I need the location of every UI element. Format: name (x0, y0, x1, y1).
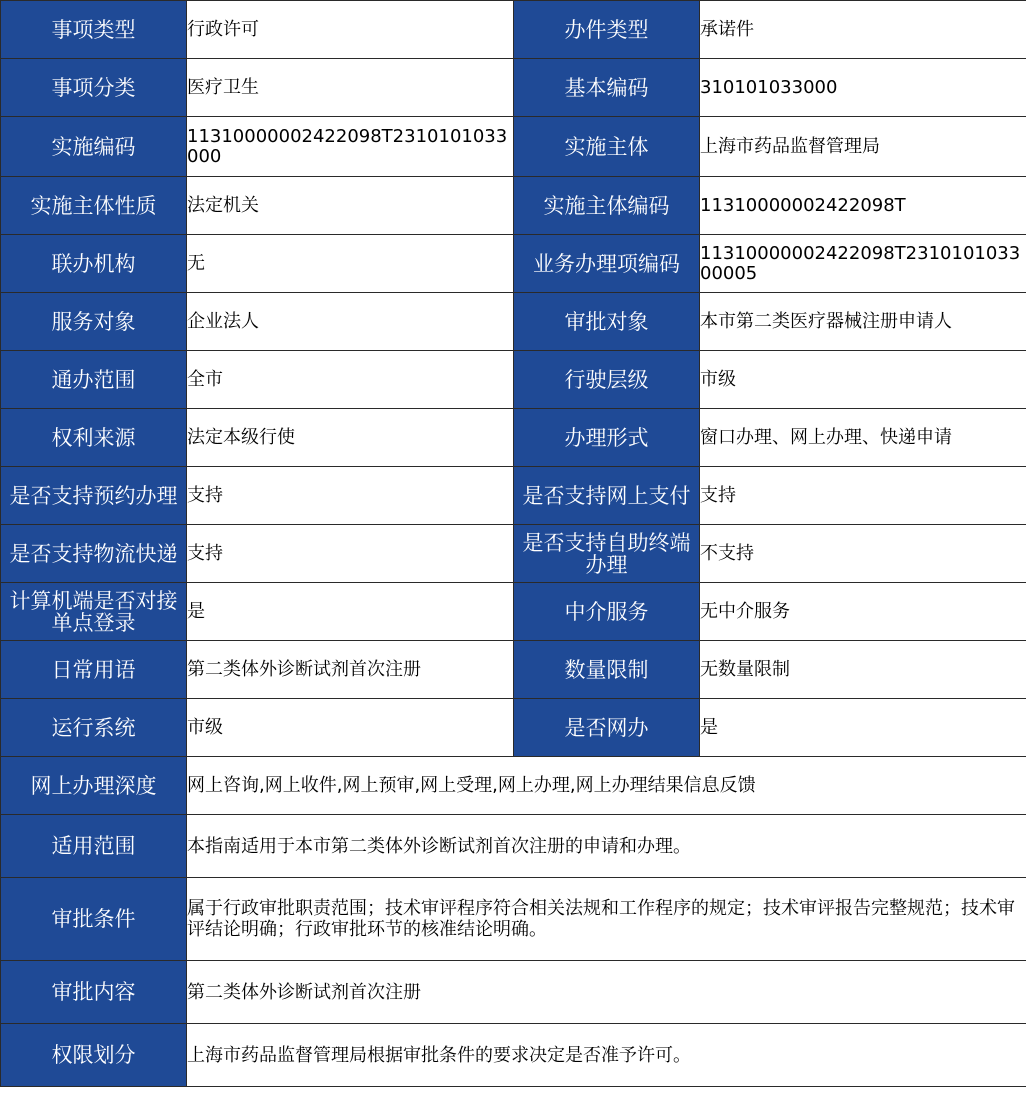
value-online-handling: 是 (700, 699, 1026, 757)
value-business-item-code: 11310000002422098T231010103300005 (700, 235, 1026, 293)
value-authority-division: 上海市药品监督管理局根据审批条件的要求决定是否准予许可。 (187, 1024, 1026, 1087)
label-power-source: 权利来源 (1, 409, 187, 467)
label-online-depth: 网上办理深度 (1, 757, 187, 815)
table-row (1, 757, 1026, 815)
value-power-source: 法定本级行使 (187, 409, 514, 467)
value-joint-agency: 无 (187, 235, 514, 293)
value-appointment-support: 支持 (187, 467, 514, 525)
label-approval-conditions: 审批条件 (1, 878, 187, 961)
label-service-target: 服务对象 (1, 293, 187, 351)
label-self-service-terminal: 是否支持自助终端办理 (514, 525, 700, 583)
label-authority-division: 权限划分 (1, 1024, 187, 1087)
table-row (1, 235, 1026, 293)
label-running-system: 运行系统 (1, 699, 187, 757)
value-handling-scope: 全市 (187, 351, 514, 409)
table-row (1, 878, 1026, 961)
value-online-depth: 网上咨询,网上收件,网上预审,网上受理,网上办理,网上办理结果信息反馈 (187, 757, 1026, 815)
table-row (1, 177, 1026, 235)
label-quantity-limit: 数量限制 (514, 641, 700, 699)
value-approval-target: 本市第二类医疗器械注册申请人 (700, 293, 1026, 351)
value-quantity-limit: 无数量限制 (700, 641, 1026, 699)
label-common-term: 日常用语 (1, 641, 187, 699)
value-common-term: 第二类体外诊断试剂首次注册 (187, 641, 514, 699)
value-item-category: 医疗卫生 (187, 59, 514, 117)
value-implementation-code: 11310000002422098T2310101033000 (187, 117, 514, 177)
value-handling-form: 窗口办理、网上办理、快递申请 (700, 409, 1026, 467)
value-service-target: 企业法人 (187, 293, 514, 351)
label-intermediary-service: 中介服务 (514, 583, 700, 641)
label-exercise-level: 行驶层级 (514, 351, 700, 409)
value-approval-content: 第二类体外诊断试剂首次注册 (187, 961, 1026, 1024)
label-approval-content: 审批内容 (1, 961, 187, 1024)
label-approval-target: 审批对象 (514, 293, 700, 351)
label-applicable-scope: 适用范围 (1, 815, 187, 878)
value-case-type: 承诺件 (700, 1, 1026, 59)
table-row (1, 351, 1026, 409)
label-body-code: 实施主体编码 (514, 177, 700, 235)
label-body-nature: 实施主体性质 (1, 177, 187, 235)
value-basic-code: 310101033000 (700, 59, 1026, 117)
table-row (1, 1024, 1026, 1087)
table-row (1, 641, 1026, 699)
value-implementing-body: 上海市药品监督管理局 (700, 117, 1026, 177)
label-joint-agency: 联办机构 (1, 235, 187, 293)
label-handling-form: 办理形式 (514, 409, 700, 467)
value-self-service-terminal: 不支持 (700, 525, 1026, 583)
label-implementation-code: 实施编码 (1, 117, 187, 177)
value-online-payment: 支持 (700, 467, 1026, 525)
value-exercise-level: 市级 (700, 351, 1026, 409)
table-row (1, 583, 1026, 641)
value-approval-conditions: 属于行政审批职责范围；技术审评程序符合相关法规和工作程序的规定；技术审评报告完整规范；技术审评结论明确；行政审批环节的核准结论明确。 (187, 878, 1026, 961)
value-applicable-scope: 本指南适用于本市第二类体外诊断试剂首次注册的申请和办理。 (187, 815, 1026, 878)
table-row (1, 293, 1026, 351)
label-business-item-code: 业务办理项编码 (514, 235, 700, 293)
table-row (1, 117, 1026, 177)
table-row (1, 699, 1026, 757)
label-item-type: 事项类型 (1, 1, 187, 59)
label-online-handling: 是否网办 (514, 699, 700, 757)
label-basic-code: 基本编码 (514, 59, 700, 117)
table-row (1, 59, 1026, 117)
label-appointment-support: 是否支持预约办理 (1, 467, 187, 525)
value-single-sign-on: 是 (187, 583, 514, 641)
table-row (1, 409, 1026, 467)
table-row (1, 815, 1026, 878)
label-logistics-support: 是否支持物流快递 (1, 525, 187, 583)
value-body-code: 11310000002422098T (700, 177, 1026, 235)
table-row (1, 467, 1026, 525)
label-single-sign-on: 计算机端是否对接单点登录 (1, 583, 187, 641)
label-handling-scope: 通办范围 (1, 351, 187, 409)
value-logistics-support: 支持 (187, 525, 514, 583)
label-case-type: 办件类型 (514, 1, 700, 59)
label-online-payment: 是否支持网上支付 (514, 467, 700, 525)
value-intermediary-service: 无中介服务 (700, 583, 1026, 641)
value-body-nature: 法定机关 (187, 177, 514, 235)
value-running-system: 市级 (187, 699, 514, 757)
label-implementing-body: 实施主体 (514, 117, 700, 177)
table-row (1, 1, 1026, 59)
value-item-type: 行政许可 (187, 1, 514, 59)
table-row (1, 961, 1026, 1024)
table-row (1, 525, 1026, 583)
label-item-category: 事项分类 (1, 59, 187, 117)
